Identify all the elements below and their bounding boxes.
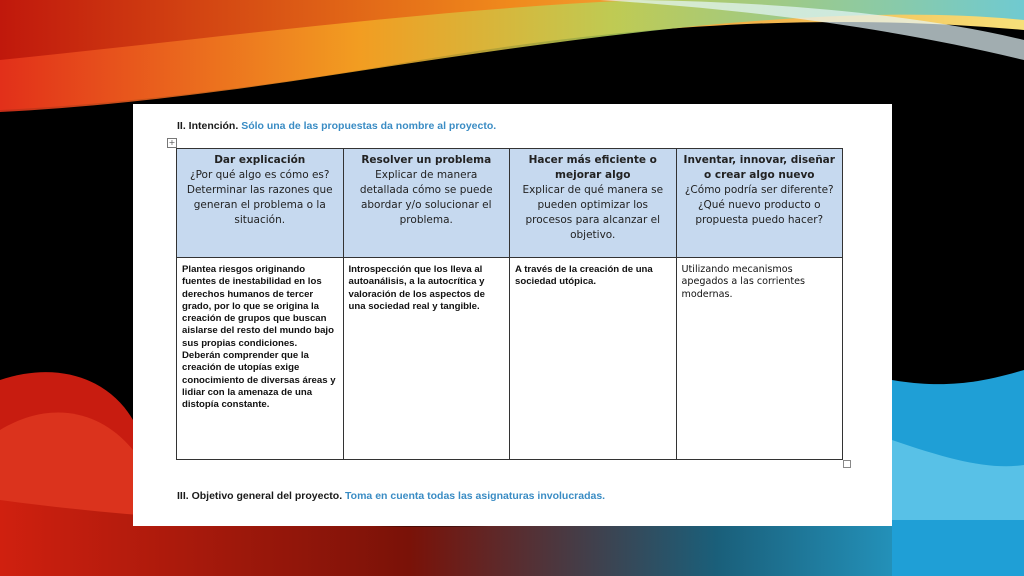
column-title: Dar explicación	[214, 154, 306, 166]
table-header-cell	[177, 149, 344, 258]
answer-cell-dar-explicacion[interactable]: Plantea riesgos originando fuentes de inestabilidad en los derechos humanos de tercer grado, por lo que se origina la creación de grupos que buscan aislarse del resto del mundo bajo sus propias condiciones. Deberán comprender que la creación de utopías exige conocimiento de diversas áreas y lidiar con la amenaza de una distopía constante.	[177, 258, 344, 460]
section-intencion-heading	[177, 120, 496, 132]
column-description: ¿Por qué algo es cómo es? Determinar las razones que generan el problema o la situación.	[186, 169, 333, 226]
column-title: Hacer más eficiente o mejorar algo	[528, 154, 657, 181]
answer-cell-resolver-problema[interactable]: Introspección que los lleva al autoanálisis, a la autocrítica y valoración de los aspectos de una sociedad real y tangible.	[343, 258, 510, 460]
section-intencion-note: Sólo una de las propuestas da nombre al proyecto.	[241, 120, 497, 132]
column-title: Resolver un problema	[361, 154, 492, 166]
section-objetivo-note: Toma en cuenta todas las asignaturas involucradas.	[345, 490, 606, 502]
table-header-cell	[510, 149, 677, 258]
table-header-cell	[676, 149, 843, 258]
table-resize-handle-icon[interactable]	[843, 460, 851, 468]
section-intencion-label: II. Intención.	[177, 120, 239, 132]
column-description: Explicar de qué manera se pueden optimizar los procesos para alcanzar el objetivo.	[522, 184, 664, 241]
table-header-cell	[343, 149, 510, 258]
column-description: ¿Cómo podría ser diferente? ¿Qué nuevo producto o propuesta puedo hacer?	[684, 184, 834, 226]
table-header-row	[177, 149, 843, 258]
section-objetivo-label: III. Objetivo general del proyecto.	[177, 490, 343, 502]
table-row	[177, 258, 843, 460]
column-title: Inventar, innovar, diseñar o crear algo nuevo	[683, 154, 835, 181]
answer-cell-inventar-innovar[interactable]: Utilizando mecanismos apegados a las corrientes modernas.	[676, 258, 843, 460]
answer-cell-hacer-eficiente[interactable]: A través de la creación de una sociedad utópica.	[510, 258, 677, 460]
section-objetivo-heading	[177, 490, 605, 502]
table-move-handle-icon[interactable]: +	[168, 138, 176, 147]
intention-table	[176, 148, 843, 460]
column-description: Explicar de manera detallada cómo se puede abordar y/o solucionar el problema.	[359, 169, 493, 226]
document-page	[133, 104, 892, 526]
